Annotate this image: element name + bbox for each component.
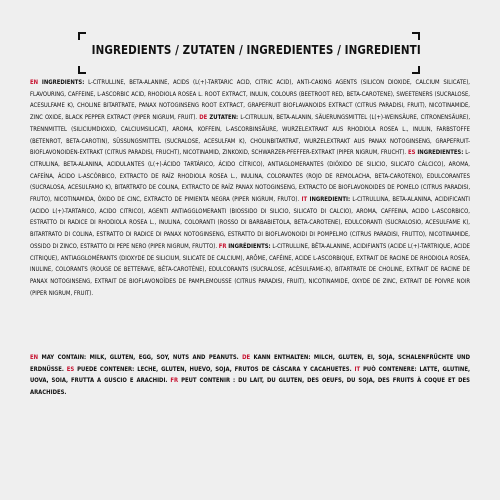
allergen-lang-code-de: DE (242, 355, 251, 361)
allergen-text-fr: PEUT CONTENIR : DU LAIT, DU GLUTEN, DES OEUFS, DU SOJA, DES FRUITS À COQUE ET DES ARACHIDES. (30, 378, 470, 397)
ingredients-label-es: INGREDIENTES: (417, 150, 464, 157)
ingredients-label-it: INGREDIENTI: (309, 197, 351, 204)
ingredients-paragraph (30, 78, 470, 300)
title-frame (78, 32, 420, 74)
page-title: INGREDIENTS / ZUTATEN / INGREDIENTES / INGREDIENTI (91, 42, 421, 57)
corner-mark-bottom-right (412, 66, 420, 74)
ingredients-label-de: ZUTATEN: (209, 115, 239, 122)
lang-code-fr: FR (218, 243, 227, 250)
ingredients-text-en: L-CITRULLINE, BETA-ALANINE, ACIDS (L(+)-TARTARIC ACID, CITRIC ACID), ANTI-CAKING AGENTS (SILICON DIOXIDE, CALCIUM SILICATE), FLAVOURING, CAFFEINE, L-ASCORBIC ACID, RHODIOLA ROSEA L. ROOT EXTRACT, INULIN, COLOURS (BEETROOT RED, BETA-CAROTENE), SWEETENERS (SUCRALOSE, ACESULFAME K), CHOLINE BITARTRATE, PANAX NOTOGINSENG ROOT EXTRACT, GRAPEFRUIT BIOFLAVANOIDS EXTRACT (CITRUS PARADISI, FRUIT), NICOTINAMIDE, ZINC OXIDE, BLACK PEPPER EXTRACT (PIPER NIGRUM, FRUIT). (30, 80, 470, 122)
allergen-text-de: KANN ENTHALTEN: MILCH, GLUTEN, EI, SOJA, SCHALENFRÜCHTE UND ERDNÜSSE. (30, 355, 470, 373)
allergen-text-en: MAY CONTAIN: MILK, GLUTEN, EGG, SOY, NUTS AND PEANUTS. (38, 355, 243, 361)
corner-mark-top-left (78, 32, 86, 40)
ingredients-label-en: INGREDIENTS: (41, 80, 85, 86)
ingredients-text-de: L-CITRULLIN, BETA-ALANIN, SÄUERUNGSMITTEL (L(+)-WEINSÄURE, CITRONENSÄURE), TRENNMITTEL (SILICIUMDIOXID, CALCIUMSILICAT), AROMA, KOFFEIN, L-ASCORBINSÄURE, WURZELEXTRAKT AUS RHODIOLA ROSEA L., INULIN, FARBSTOFFE (BETENROT, BETA-CAROTIN), SÜSSUNGSMITTEL (SUCRALOSE, ACESULFAM K), CHOLINBITARTRAT, WURZELEXTRAKT AUS PANAX NOTOGINSENG, GRAPEFRUIT-BIOFLAVONOIDEN-EXTRAKT (CITRUS PARADISI, FRUCHT), NICOTINAMID, ZINKOXID, SCHWARZER-PFEFFER-EXTRAKT (PIPER NIGRUM, FRUCHT). (30, 115, 470, 157)
allergen-lang-code-en: EN (30, 355, 39, 361)
allergens-paragraph (30, 353, 470, 400)
corner-mark-bottom-left (78, 66, 86, 74)
allergen-lang-code-it: IT (354, 366, 361, 373)
lang-code-es: ES (407, 150, 416, 157)
allergen-text-it: PUÒ CONTENERE: LATTE, GLUTINE, UOVA, SOIA, FRUTTA A GUSCIO E ARACHIDI. (30, 366, 470, 385)
ingredients-text-es: L-CITRULINA, BETA-ALANINA, ACIDULANTES (L(+)-ÁCIDO TARTÁRICO, ÁCIDO CÍTRICO), ANTIAGLOMERANTES (DIÓXIDO DE SILICIO, SILICATO CÁLCICO), AROMA, CAFEÍNA, ÁCIDO L-ASCÓRBICO, EXTRACTO DE RAÍZ RHODIOLA ROSEA L., INULINA, COLORANTES (ROJO DE REMOLACHA, BETA-CAROTENO), EDULCORANTES (SUCRALOSA, ACESULFAMO K), BITARTRATO DE COLINA, EXTRACTO DE RAÍZ PANAX NOTOGINSENG, EXTRACTO DE BIOFLAVONOIDES DE POMELO (CITRUS PARADISI, FRUTO), NICOTINAMIDA, ÓXIDO DE CINC, EXTRACTO DE PIMIENTA NEGRA (PIPER NIGRUM, FRUTO). (30, 150, 470, 204)
ingredients-text-it: L-CITRULLINA, BETA-ALANINA, ACIDIFICANTI (ACIDO L(+)-TARTARICO, ACIDO CITRICO), AGENTI ANTIAGGLOMERANTI (BIOSSIDO DI SILICIO, SILICATO DI CALCIO), AROMA, CAFFEINA, ACIDO L-ASCORBICO, ESTRATTO DI RADICE DI RHODIOLA ROSEA L., INULINA, COLORANTI (ROSSO DI BARBABIETOLA, BETA-CAROTENE), EDULCORANTI (SUCRALOSIO, ACESULFAME K), BITARTRATO DI COLINA, ESTRATTO DI RADICE DI PANAX NOTOGINSENG, ESTRATTO DI BIOFLAVONOIDI DI POMPELMO (CITRUS PARADISI, FRUTTO), NICOTINAMIDE, OSSIDO DI ZINCO, ESTRATTO DI PEPE NERO (PIPER NIGRUM, FRUTTO). (30, 197, 470, 250)
lang-code-de: DE (199, 115, 208, 122)
corner-mark-top-right (412, 32, 420, 40)
lang-code-it: IT (301, 197, 308, 204)
allergen-lang-code-fr: FR (170, 378, 179, 385)
ingredients-label-fr: INGRÉDIENTS: (228, 243, 271, 250)
allergen-lang-code-es: ES (66, 366, 75, 373)
ingredients-text-fr: L-CITRULLINE, BÊTA-ALANINE, ACIDIFIANTS (ACIDE L(+)-TARTRIQUE, ACIDE CITRIQUE), ANTIAGGLOMÉRANTS (DIOXYDE DE SILICIUM, SILICATE DE CALCIUM), ARÔME, CAFÉINE, ACIDE L-ASCORBIQUE, EXTRAIT DE RACINE DE RHODIOLA ROSEA, INULINE, COLORANTS (ROUGE DE BETTERAVE, BÊTA-CAROTÈNE), EDULCORANTS (SUCRALOSE, ACÉSULFAME-K), BITARTRATE DE CHOLINE, EXTRAIT DE RACINE DE PANAX NOTOGINSENG, EXTRAIT DE BIOFLAVONOÏDES DE PAMPLEMOUSSE (CITRUS PARADISI, FRUIT), NICOTINAMIDE, OXYDE DE ZINC, EXTRAIT DE POIVRE NOIR (PIPER NIGRUM, FRUIT). (30, 243, 470, 297)
allergen-text-es: PUEDE CONTENER: LECHE, GLUTEN, HUEVO, SOJA, FRUTOS DE CÁSCARA Y CACAHUETES. (74, 366, 355, 373)
lang-code-en: EN (30, 80, 39, 86)
